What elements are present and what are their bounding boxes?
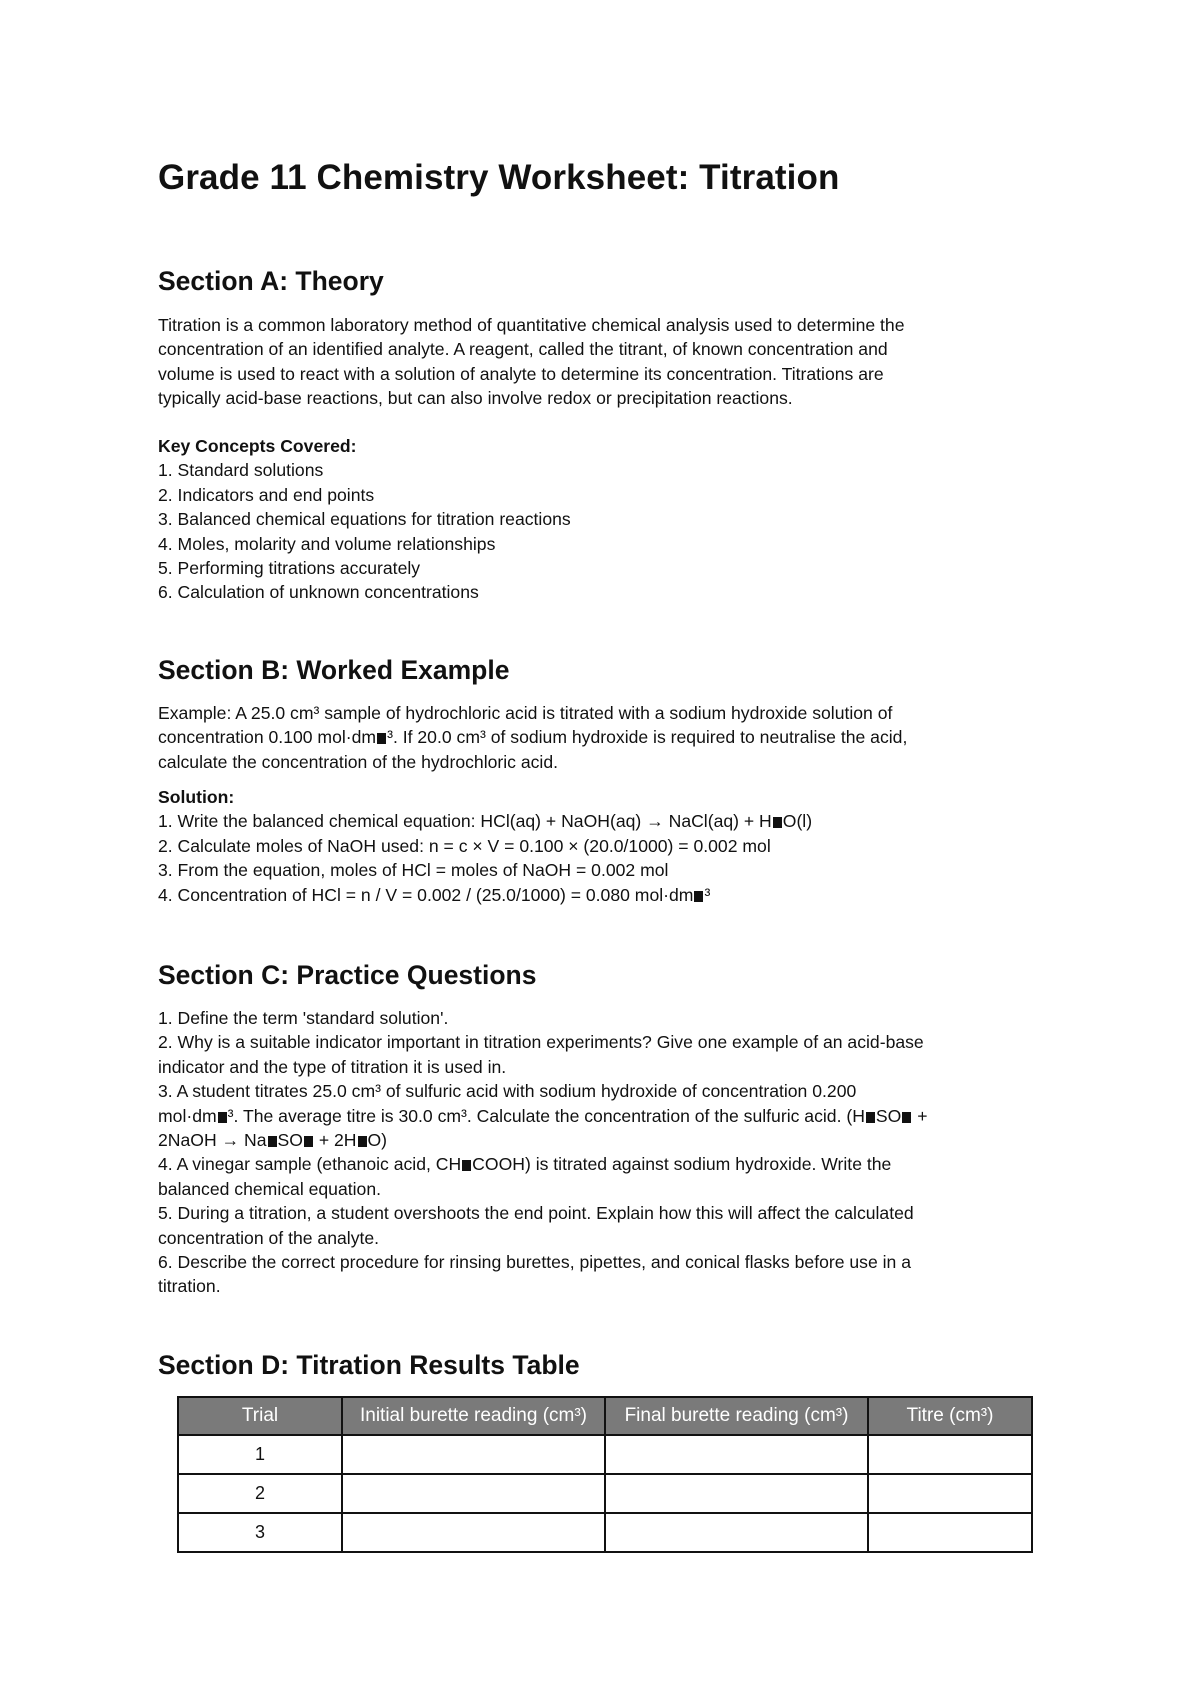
missing-glyph <box>462 1160 471 1171</box>
concept-item: 3. Balanced chemical equations for titration reactions <box>158 509 571 530</box>
example-line: concentration 0.100 mol·dm ³. If 20.0 cm³ of sodium hydroxide is required to neutralise the acid, <box>158 727 908 748</box>
trial-cell: 1 <box>178 1435 342 1474</box>
example-line: calculate the concentration of the hydrochloric acid. <box>158 751 559 772</box>
table-row <box>178 1474 1032 1513</box>
question-line: 1. Define the term 'standard solution'. <box>158 1008 449 1028</box>
theory-paragraph <box>158 313 904 411</box>
final-reading-cell[interactable] <box>605 1474 868 1513</box>
solution-step: 2. Calculate moles of NaOH used: n = c × V = 0.100 × (20.0/1000) = 0.002 mol <box>158 835 771 856</box>
question-line: indicator and the type of titration it is used in. <box>158 1056 507 1077</box>
concept-item: 1. Standard solutions <box>158 460 324 481</box>
final-reading-cell[interactable] <box>605 1435 868 1474</box>
column-header: Trial <box>178 1397 342 1435</box>
initial-reading-cell[interactable] <box>342 1474 605 1513</box>
question-line: 5. During a titration, a student overshoots the end point. Explain how this will affect the calculated <box>158 1203 914 1224</box>
question-line: 4. A vinegar sample (ethanoic acid, CH COOH) is titrated against sodium hydroxide. Write the <box>158 1154 892 1175</box>
titration-results-table <box>177 1396 1033 1553</box>
theory-line: Titration is a common laboratory method of quantitative chemical analysis used to determine the <box>158 315 905 335</box>
missing-glyph <box>694 891 703 902</box>
table-row <box>178 1513 1032 1552</box>
trial-cell: 2 <box>178 1474 342 1513</box>
column-header: Initial burette reading (cm³) <box>342 1397 605 1435</box>
section-c-heading: Section C: Practice Questions <box>158 960 537 990</box>
missing-glyph <box>866 1112 875 1123</box>
question-line: 2. Why is a suitable indicator important in titration experiments? Give one example of an acid-base <box>158 1032 924 1053</box>
concept-item: 6. Calculation of unknown concentrations <box>158 582 479 603</box>
table-row <box>178 1435 1032 1474</box>
concept-item: 2. Indicators and end points <box>158 484 375 505</box>
key-concepts-label: Key Concepts Covered: <box>158 436 357 456</box>
question-line: concentration of the analyte. <box>158 1227 380 1248</box>
titre-cell[interactable] <box>868 1474 1032 1513</box>
initial-reading-cell[interactable] <box>342 1513 605 1552</box>
section-d <box>158 1350 1038 1542</box>
question-line: titration. <box>158 1276 221 1297</box>
missing-glyph <box>377 733 386 744</box>
example-paragraph <box>158 701 907 774</box>
section-d-heading: Section D: Titration Results Table <box>158 1350 580 1380</box>
trial-cell: 3 <box>178 1513 342 1552</box>
concept-item: 5. Performing titrations accurately <box>158 558 421 579</box>
section-c <box>158 960 1038 1297</box>
solution-step: 3. From the equation, moles of HCl = moles of NaOH = 0.002 mol <box>158 860 669 881</box>
question-line: 2NaOH → Na SO + 2H O) <box>158 1130 388 1151</box>
column-header: Final burette reading (cm³) <box>605 1397 868 1435</box>
key-concepts <box>158 434 571 605</box>
concept-item: 4. Moles, molarity and volume relationships <box>158 533 496 554</box>
missing-glyph <box>304 1136 313 1147</box>
question-line: 6. Describe the correct procedure for rinsing burettes, pipettes, and conical flasks before use in a <box>158 1252 912 1273</box>
final-reading-cell[interactable] <box>605 1513 868 1552</box>
initial-reading-cell[interactable] <box>342 1435 605 1474</box>
theory-line: concentration of an identified analyte. A reagent, called the titrant, of known concentration and <box>158 339 888 360</box>
column-header: Titre (cm³) <box>868 1397 1032 1435</box>
solution-label: Solution: <box>158 787 235 807</box>
question-line: balanced chemical equation. <box>158 1178 382 1199</box>
question-line: mol·dm ³. The average titre is 30.0 cm³. Calculate the concentration of the sulfuric acid. (H SO + <box>158 1105 928 1126</box>
example-line: Example: A 25.0 cm³ sample of hydrochloric acid is titrated with a sodium hydroxide solution of <box>158 703 893 723</box>
section-a-heading: Section A: Theory <box>158 266 384 296</box>
missing-glyph <box>218 1112 227 1123</box>
solution-steps <box>158 785 812 907</box>
titre-cell[interactable] <box>868 1513 1032 1552</box>
theory-line: volume is used to react with a solution of analyte to determine its concentration. Titrations are <box>158 363 884 384</box>
theory-line: typically acid-base reactions, but can also involve redox or precipitation reactions. <box>158 388 793 409</box>
section-a <box>158 266 1038 603</box>
missing-glyph <box>773 817 782 828</box>
missing-glyph <box>902 1112 911 1123</box>
titre-cell[interactable] <box>868 1435 1032 1474</box>
missing-glyph <box>268 1136 277 1147</box>
practice-questions <box>158 1006 928 1299</box>
solution-step: 1. Write the balanced chemical equation: HCl(aq) + NaOH(aq) → NaCl(aq) + H O(l) <box>158 811 813 832</box>
missing-glyph <box>358 1136 367 1147</box>
page-title: Grade 11 Chemistry Worksheet: Titration <box>158 158 840 197</box>
question-line: 3. A student titrates 25.0 cm³ of sulfuric acid with sodium hydroxide of concentration 0.200 <box>158 1081 857 1102</box>
section-b-heading: Section B: Worked Example <box>158 655 510 685</box>
section-b <box>158 655 1038 905</box>
table-header-row <box>178 1397 1032 1435</box>
solution-step: 4. Concentration of HCl = n / V = 0.002 / (25.0/1000) = 0.080 mol·dm ³ <box>158 884 711 905</box>
